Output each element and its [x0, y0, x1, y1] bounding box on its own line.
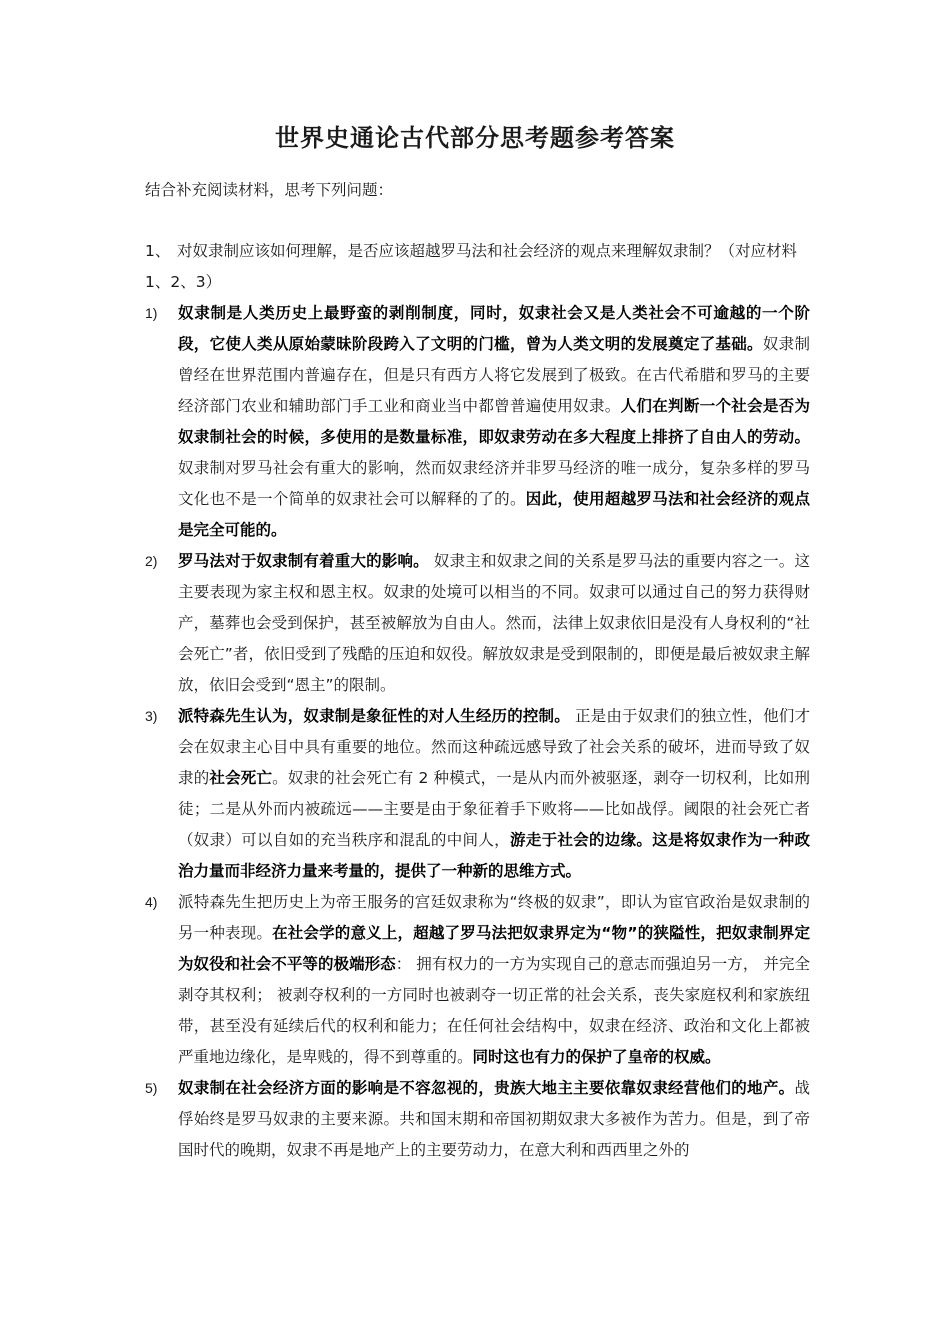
body-text: 奴隶主和奴隶之间的关系是罗马法的重要内容之一。这主要表现为家主权和恩主权。奴隶的处境可以相当的不同。奴隶可以通过自己的努力获得财产，墓葬也会受到保护，甚至被解放为自由人。然而，法律上奴隶依旧是没有人身权利的“社会死亡”者，依旧受到了残酷的压迫和奴役。解放奴隶是受到限制的，即便是最后被奴隶主解放，依旧会受到“恩主”的限制。 [178, 552, 810, 694]
question-text: 对奴隶制应该如何理解，是否应该超越罗马法和社会经济的观点来理解奴隶制？（对应材料 1、2、3） [145, 242, 798, 291]
body-text: ： 拥有权力的一方为实现自己的意志而强迫另一方， 并完全剥夺其权利； 被剥夺权利的一方同时也被剥夺一切正常的社会关系，丧失家庭权利和家族纽带，甚至没有延续后代的权利和能力；在任何社会结构中，奴隶在经济、政治和文化上都被严重地边缘化，是卑贱的，得不到尊重的。 [178, 955, 810, 1066]
answer-number: 5) [145, 1080, 158, 1096]
body-text: 派特森先生把历史上为帝王服务的宫廷奴隶称为“终极的奴隶”，即认为宦官政治是奴隶制的另一种表现。 [178, 893, 810, 942]
answer-number: 3) [145, 708, 158, 724]
intro-text: 结合补充阅读材料，思考下列问题： [145, 181, 394, 199]
answer-paragraph [178, 1073, 810, 1166]
document-title: 世界史通论古代部分思考题参考答案 [275, 124, 675, 152]
question-number: 1、 [145, 242, 171, 260]
answer-item-3 [145, 701, 810, 887]
bold-text: 罗马法对于奴隶制有着重大的影响。 [178, 552, 429, 570]
answer-item-1 [145, 298, 810, 546]
answer-item-2 [145, 546, 810, 701]
body-text: 。奴隶的社会死亡有 2 种模式，一是从内而外被驱逐，剥夺一切权利，比如刑徒；二是从外而内被疏远——主要是由于象征着手下败将——比如战俘。阈限的社会死亡者（奴隶）可以自如的充当秩序和混乱的中间人， [178, 769, 810, 849]
answer-item-5 [145, 1073, 810, 1166]
answer-number: 2) [145, 553, 158, 569]
bold-text: 游走于社会的边缘。这是将奴隶作为一种政治力量而非经济力量来考量的，提供了一种新的思维方式。 [178, 831, 810, 880]
bold-text: 奴隶制在社会经济方面的影响是不容忽视的，贵族大地主主要依靠奴隶经营他们的地产。 [178, 1079, 795, 1097]
body-text: 正是由于奴隶们的独立性，他们才会在奴隶主心目中具有重要的地位。然而这种疏远感导致了社会关系的破坏，进而导致了奴隶的 [178, 707, 810, 787]
answer-number: 4) [145, 894, 158, 910]
answer-paragraph [178, 546, 810, 701]
bold-text: 派特森先生认为，奴隶制是象征性的对人生经历的控制。 [178, 707, 570, 725]
answer-paragraph [178, 298, 810, 546]
bold-text: 人们在判断一个社会是否为奴隶制社会的时候，多使用的是数量标准，即奴隶劳动在多大程度上排挤了自由人的劳动。 [178, 397, 810, 446]
bold-text: 同时这也有力的保护了皇帝的权威。 [472, 1048, 721, 1066]
answer-item-4 [145, 887, 810, 1073]
answer-number: 1) [145, 305, 158, 321]
body-text: 奴隶制曾经在世界范围内普遍存在，但是只有西方人将它发展到了极致。在古代希腊和罗马的主要经济部门农业和辅助部门手工业和商业当中都曾普遍使用奴隶。 [178, 335, 810, 415]
answer-paragraph [178, 887, 810, 1073]
body-text: 战俘始终是罗马奴隶的主要来源。共和国末期和帝国初期奴隶大多被作为苦力。但是，到了帝国时代的晚期，奴隶不再是地产上的主要劳动力，在意大利和西西里之外的 [178, 1079, 810, 1159]
bold-text: 社会死亡 [209, 769, 273, 787]
bold-text: 奴隶制是人类历史上最野蛮的剥削制度，同时，奴隶社会又是人类社会不可逾越的一个阶段，它使人类从原始蒙昧阶段跨入了文明的门槛，曾为人类文明的发展奠定了基础。 [178, 304, 810, 353]
bold-text: 在社会学的意义上，超越了罗马法把奴隶界定为“物”的狭隘性，把奴隶制界定为奴役和社会不平等的极端形态 [178, 924, 810, 973]
body-text: 奴隶制对罗马社会有重大的影响，然而奴隶经济并非罗马经济的唯一成分，复杂多样的罗马文化也不是一个简单的奴隶社会可以解释的了的。 [178, 459, 810, 508]
answer-paragraph [178, 701, 810, 887]
question-1 [145, 236, 810, 298]
answer-list [145, 298, 810, 1166]
bold-text: 因此，使用超越罗马法和社会经济的观点是完全可能的。 [178, 490, 810, 539]
